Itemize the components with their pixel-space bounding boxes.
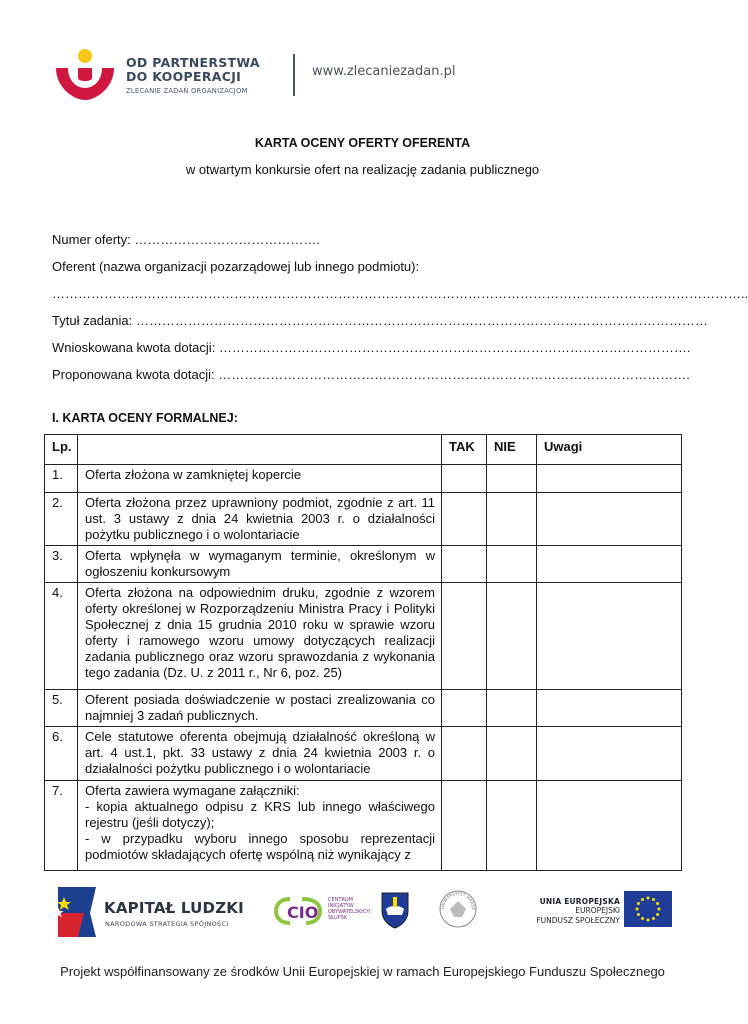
row-criterion: Oferta złożona na odpowiednim druku, zgodnie z wzorem oferty określonej w Rozporządzeniu Ministra Pracy i Polityki Społecznej z dnia 15 grudnia 2010 roku w sprawie wzoru oferty i ramowego wzoru umowy dotyczących realizacji zadania publicznego oraz wzoru sprawozdania z wykonania tego zadania (Dz. U. z 2011 r., Nr 6, poz. 25) (78, 583, 442, 690)
cofinancing-note: Projekt współfinansowany ze środków Unii Europejskiej w ramach Europejskiego Funduszu Społecznego (60, 964, 665, 979)
table-header-row (45, 435, 682, 465)
header-description (78, 435, 442, 465)
cio-letters: CIO (287, 903, 319, 922)
eu-line-1: UNIA EUROPEJSKA (539, 897, 620, 906)
cio-caption (328, 897, 370, 921)
header-lp: Lp. (45, 435, 78, 465)
row-number: 4. (45, 583, 78, 690)
kapital-ludzki-subtitle: NARODOWA STRATEGIA SPÓJNOŚCI (105, 920, 229, 928)
eu-star-icon (656, 913, 659, 916)
cell-nie[interactable] (487, 546, 537, 583)
university-seal-icon (438, 887, 478, 931)
document-subtitle: w otwartym konkursie ofert na realizację zadania publicznego (185, 162, 540, 177)
eu-star-icon (641, 898, 644, 901)
field-task-title: Tytuł zadania: …………………………………………………………………………………………………………………… (52, 313, 708, 328)
table-row (45, 493, 682, 546)
row-criterion: Oferta złożona w zamkniętej kopercie (78, 465, 442, 493)
header-uwagi: Uwagi (537, 435, 682, 465)
field-offer-number: Numer oferty: ……………………………………. (52, 232, 320, 247)
cell-tak[interactable] (442, 583, 487, 690)
kapital-ludzki-flag-icon (54, 883, 100, 941)
page-header (50, 40, 670, 110)
cell-uwagi[interactable] (537, 727, 682, 781)
cell-uwagi[interactable] (537, 546, 682, 583)
cell-uwagi[interactable] (537, 583, 682, 690)
criterion-line: - w przypadku wyboru innego sposobu reprezentacji podmiotów składających ofertę wspólną niż wynikający z (85, 831, 435, 862)
cio-caption-line: INICJATYW (328, 903, 354, 909)
eu-flag-icon (624, 891, 672, 927)
row-number: 7. (45, 781, 78, 871)
brand-line-1: OD PARTNERSTWA (126, 55, 260, 70)
cell-uwagi[interactable] (537, 781, 682, 871)
city-coat-of-arms-icon (380, 891, 410, 929)
eu-star-icon (647, 897, 650, 900)
document-title: KARTA OCENY OFERTY OFERENTA (254, 136, 471, 150)
criterion-line: - kopia aktualnego odpisu z KRS lub innego właściwego rejestru (jeśli dotyczy); (85, 799, 435, 830)
field-offerer-label: Oferent (nazwa organizacji pozarządowej lub innego podmiotu): (52, 259, 420, 274)
cell-nie[interactable] (487, 690, 537, 727)
eu-star-icon (647, 919, 650, 922)
cell-nie[interactable] (487, 465, 537, 493)
table-row (45, 546, 682, 583)
cell-nie[interactable] (487, 727, 537, 781)
row-criterion: Oferta wpłynęła w wymaganym terminie, określonym w ogłoszeniu konkursowym (78, 546, 442, 583)
footer-logos (50, 875, 670, 955)
field-requested-amount: Wnioskowana kwota dotacji: ………………………………………………………………………………………………. (52, 340, 691, 355)
website-url[interactable]: www.zlecaniezadan.pl (312, 64, 456, 79)
eu-caption (500, 897, 620, 926)
eu-star-icon (652, 898, 655, 901)
eu-star-icon (636, 908, 639, 911)
header-nie: NIE (487, 435, 537, 465)
field-proposed-amount: Proponowana kwota dotacji: ………………………………………………………………………………………………. (52, 367, 690, 382)
cio-caption-line: CENTRUM (328, 897, 353, 903)
cell-tak[interactable] (442, 493, 487, 546)
university-ring-text: UNIWERSYTET WARSZ (439, 890, 477, 911)
header-tak: TAK (442, 435, 487, 465)
eu-line-2: EUROPEJSKI (575, 906, 620, 915)
row-criterion: Oferta złożona przez uprawniony podmiot, zgodnie z art. 11 ust. 3 ustawy z dnia 24 kwietnia 2003 r. o działalności pożytku publicznego i o wolontariacie (78, 493, 442, 546)
row-number: 2. (45, 493, 78, 546)
table-row (45, 465, 682, 493)
row-number: 3. (45, 546, 78, 583)
section-title: I. KARTA OCENY FORMALNEJ: (52, 411, 238, 425)
header-divider (293, 54, 295, 96)
criterion-line: Oferta zawiera wymagane załączniki: (85, 783, 300, 798)
table-row (45, 690, 682, 727)
eu-star-icon (658, 908, 661, 911)
eu-star-icon (656, 902, 659, 905)
cell-nie[interactable] (487, 583, 537, 690)
brand-name (126, 56, 260, 95)
eu-star-icon (641, 917, 644, 920)
cio-caption-line: OBYWATELSKICH (328, 909, 371, 915)
cell-tak[interactable] (442, 781, 487, 871)
cell-tak[interactable] (442, 546, 487, 583)
eu-line-3: FUNDUSZ SPOŁECZNY (536, 916, 620, 925)
eu-star-icon (637, 902, 640, 905)
row-criterion: Oferent posiada doświadczenie w postaci zrealizowania co najmniej 3 zadań publicznych. (78, 690, 442, 727)
cell-tak[interactable] (442, 465, 487, 493)
kapital-ludzki-title: KAPITAŁ LUDZKI (104, 899, 244, 917)
row-number: 1. (45, 465, 78, 493)
row-criterion (78, 781, 442, 871)
field-offerer-line: …………………………………………………………………………………………………………………………………………….. (52, 286, 748, 301)
cell-uwagi[interactable] (537, 465, 682, 493)
row-criterion: Cele statutowe oferenta obejmują działalność określoną w art. 4 ust.1, pkt. 33 ustawy z dnia 24 kwietnia 2003 r. o działalności pożytku publicznego i o wolontariacie (78, 727, 442, 781)
cell-tak[interactable] (442, 727, 487, 781)
brand-line-2: DO KOOPERACJI (126, 69, 242, 84)
row-number: 5. (45, 690, 78, 727)
cell-uwagi[interactable] (537, 493, 682, 546)
table-row (45, 781, 682, 871)
row-number: 6. (45, 727, 78, 781)
partnership-logo-icon (52, 48, 118, 104)
formal-assessment-table (44, 434, 682, 871)
cio-caption-line: SŁUPSK (328, 915, 348, 921)
eu-star-icon (652, 917, 655, 920)
cio-logo-icon (272, 893, 324, 929)
cell-uwagi[interactable] (537, 690, 682, 727)
table-row (45, 727, 682, 781)
table-row (45, 583, 682, 690)
brand-tagline: ZLECANIE ZADAŃ ORGANIZACJOM (126, 87, 248, 95)
offer-fields (52, 230, 748, 392)
cell-tak[interactable] (442, 690, 487, 727)
eu-star-icon (637, 913, 640, 916)
cell-nie[interactable] (487, 781, 537, 871)
cell-nie[interactable] (487, 493, 537, 546)
